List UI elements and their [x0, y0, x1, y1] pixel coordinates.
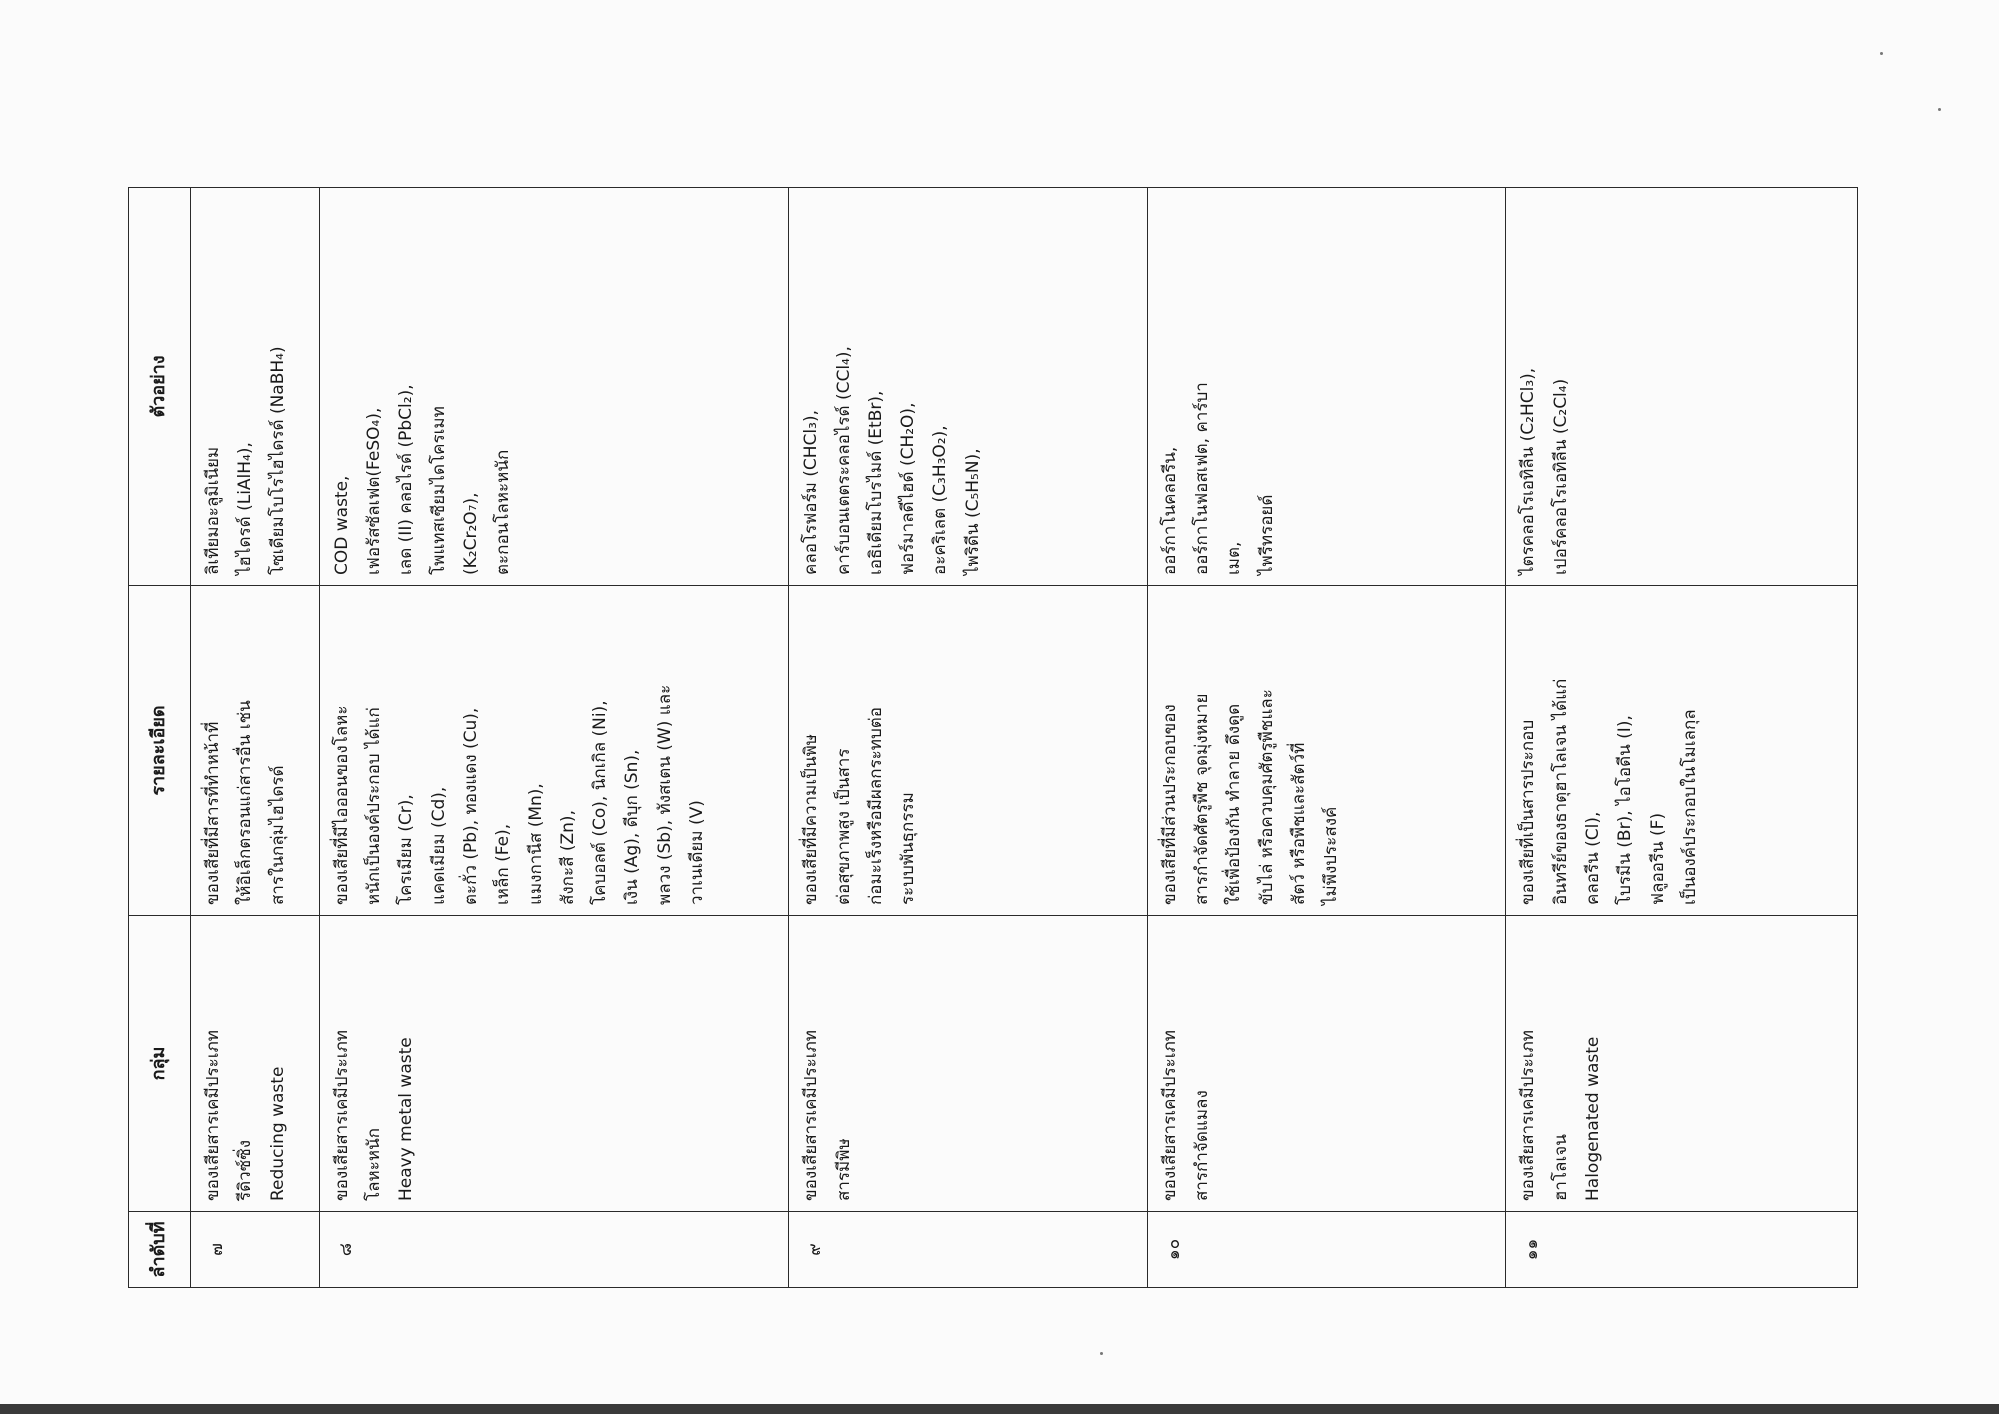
row-detail: ของเสียที่มีส่วนประกอบของ สารกำจัดศัตรูพืช จุดมุ่งหมาย ใช้เพื่อป้องกัน ทำลาย ดึงดูด ขับไล่ หรือควบคุมศัตรูพืชและ สัตว์ หรือพืชและสัตว์ที่ ไม่พึงประสงค์ [1147, 586, 1506, 916]
header-group: กลุ่ม [129, 916, 191, 1212]
table-row [319, 188, 788, 1288]
row-example: ออร์กาโนคลอรีน, ออร์กาโนฟอสเฟต, คาร์บา เมต, ไพรีทรอยด์ [1147, 188, 1506, 586]
table-row [789, 188, 1148, 1288]
row-group: ของเสียสารเคมีประเภท รีดิวซ์ซิ่ง Reducing waste [191, 916, 320, 1212]
row-example: COD waste, เฟอรัสซัลเฟต(FeSO₄), เลด (II) คลอไรด์ (PbCl₂), โพแทสเซียมไดโครเมท (K₂Cr₂O₇), ตะกอนโลหะหนัก [319, 188, 788, 586]
rotated-table-container [128, 188, 1858, 1288]
waste-classification-table [128, 187, 1858, 1288]
table-header-row [129, 188, 191, 1288]
row-number: ๑๐ [1147, 1212, 1506, 1288]
row-detail: ของเสียที่มีไอออนของโลหะ หนักเป็นองค์ประกอบ ได้แก่ โครเมียม (Cr), แคดเมียม (Cd), ตะกั่ว (Pb), ทองแดง (Cu), เหล็ก (Fe), แมงกานีส (Mn), สังกะสี (Zn), โคบอลต์ (Co), นิกเกิล (Ni), เงิน (Ag), ดีบุก (Sn), พลวง (Sb), ทังสเตน (W) และ วาเนเดียม (V) [319, 586, 788, 916]
row-example: ลิเทียมอะลูมิเนียม ไฮไดรด์ (LiAlH₄), โซเดียมโบโรไฮไดรด์ (NaBH₄) [191, 188, 320, 586]
header-detail: รายละเอียด [129, 586, 191, 916]
header-example: ตัวอย่าง [129, 188, 191, 586]
row-detail: ของเสียที่มีสารที่ทำหน้าที่ ให้อิเล็กตรอนแก่สารอื่น เช่น สารในกลุ่มไฮไดรด์ [191, 586, 320, 916]
row-number: ๗ [191, 1212, 320, 1288]
row-group: ของเสียสารเคมีประเภท ฮาโลเจน Halogenated waste [1506, 916, 1858, 1212]
table-row [1147, 188, 1506, 1288]
table-row [191, 188, 320, 1288]
row-detail: ของเสียที่มีความเป็นพิษ ต่อสุขภาพสูง เป็นสาร ก่อมะเร็งหรือมีผลกระทบต่อ ระบบพันธุกรรม [789, 586, 1148, 916]
row-group: ของเสียสารเคมีประเภท โลหะหนัก Heavy metal waste [319, 916, 788, 1212]
row-example: ไตรคลอโรเอทิลีน (C₂HCl₃), เปอร์คลอโรเอทิลีน (C₂Cl₄) [1506, 188, 1858, 586]
row-number: ๑๑ [1506, 1212, 1858, 1288]
row-example: คลอโรฟอร์ม (CHCl₃), คาร์บอนเตตระคลอไรด์ (CCl₄), เอธิเดียมโบรไมด์ (EtBr), ฟอร์มาลดีไฮด์ (CH₂O), อะคริเลต (C₃H₃O₂), ไพริดีน (C₅H₅N), [789, 188, 1148, 586]
row-number: ๙ [789, 1212, 1148, 1288]
header-no: ลำดับที่ [129, 1212, 191, 1288]
table-row [1506, 188, 1858, 1288]
row-group: ของเสียสารเคมีประเภท สารกำจัดแมลง [1147, 916, 1506, 1212]
scan-bottom-edge [0, 1404, 1999, 1414]
scan-speck [1880, 52, 1883, 55]
scan-speck [1938, 108, 1941, 111]
row-number: ๘ [319, 1212, 788, 1288]
row-detail: ของเสียที่เป็นสารประกอบ อินทรีย์ของธาตุฮาโลเจน ได้แก่ คลอรีน (Cl), โบรมีน (Br), ไอโอดีน (I), ฟลูออรีน (F) เป็นองค์ประกอบในโมเลกุล [1506, 586, 1858, 916]
scan-speck [1100, 1352, 1103, 1355]
row-group: ของเสียสารเคมีประเภท สารมีพิษ [789, 916, 1148, 1212]
